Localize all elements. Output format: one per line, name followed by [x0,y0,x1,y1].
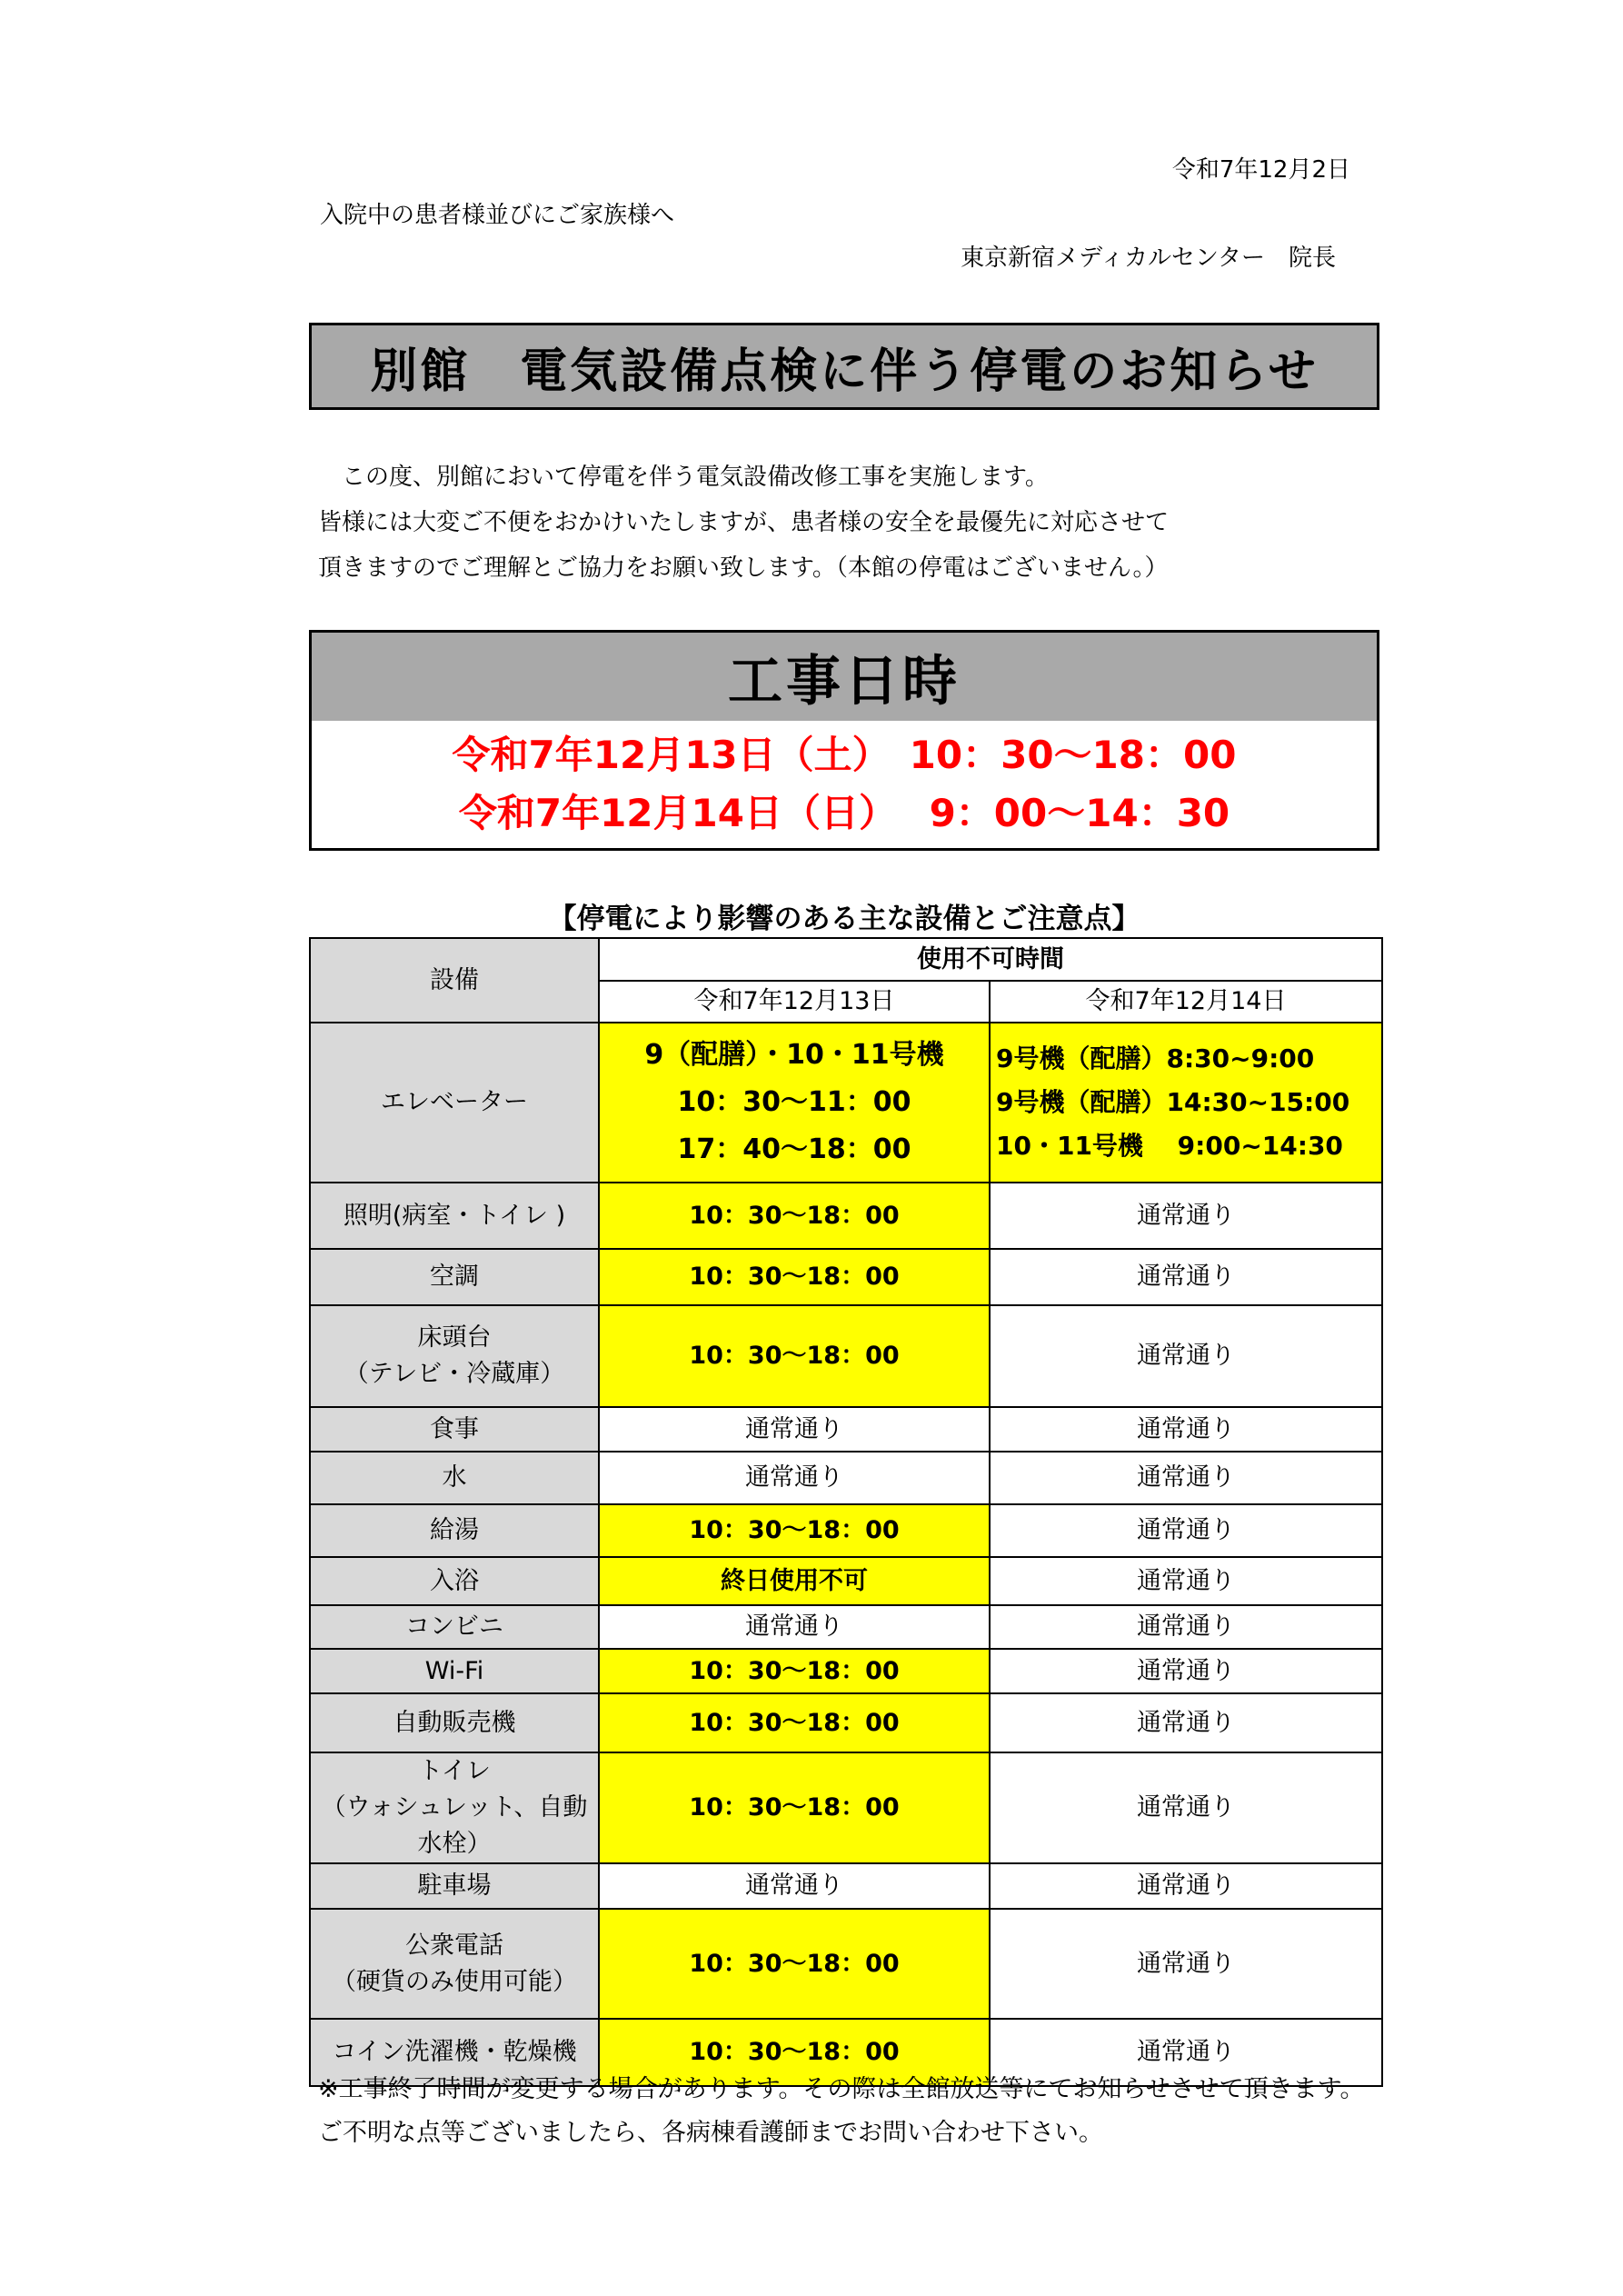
elevator-day2-line: 9号機（配膳）8:30~9:00 [996,1043,1315,1073]
equipment-label: 空調 [430,1263,479,1291]
elevator-day1-line: 9（配膳）・10・11号機 [644,1039,944,1071]
elevator-day2 [990,1023,1382,1183]
day1-status: 通常通り [599,1452,990,1504]
equipment-name [310,1452,599,1504]
elevator-day2-line: 10・11号機 9:00~14:30 [996,1131,1343,1161]
equipment-label: 公衆電話 [405,1931,503,1960]
day2-status: 通常通り [990,1863,1382,1909]
equipment-label: 給湯 [430,1516,479,1544]
equipment-sublabel: （硬貨のみ使用可能） [332,1967,577,1996]
day2-status: 通常通り [990,1605,1382,1649]
equipment-name [310,1693,599,1752]
day1-status: 通常通り [599,1407,990,1452]
addressee: 入院中の患者様並びにご家族様へ [320,202,675,229]
equipment-label: 駐車場 [417,1872,492,1900]
elevator-day2-line: 9号機（配膳）14:30~15:00 [996,1087,1350,1117]
day2-status: 通常通り [990,1752,1382,1863]
equipment-name [310,1305,599,1407]
day1-status: 10：30～18：00 [599,1693,990,1752]
day2-status: 通常通り [990,1305,1382,1407]
equipment-label: コイン洗濯機・乾燥機 [332,2038,577,2066]
equipment-name [310,1407,599,1452]
day1-status: 終日使用不可 [599,1557,990,1605]
day2-status: 通常通り [990,1909,1382,2019]
notice-date: 令和7年12月2日 [1171,156,1350,184]
table-row [310,1649,1382,1693]
equipment-label: 水 [442,1463,467,1492]
day1-status: 10：30～18：00 [599,1183,990,1249]
equipment-name [310,1504,599,1557]
table-row [310,1305,1382,1407]
equipment-label: Wi-Fi [424,1656,484,1685]
schedule-line: 令和7年12月14日（日） 9：00～14：30 [458,791,1230,835]
day2-status: 通常通り [990,1557,1382,1605]
equipment-label: 入浴 [430,1566,479,1595]
equipment-label: 照明(病室・トイレ ) [343,1201,566,1230]
intro-paragraph [318,454,1169,591]
table-row [310,1863,1382,1909]
day2-status: 通常通り [990,1452,1382,1504]
impact-table [309,937,1383,2087]
schedule-line: 令和7年12月13日（土） 10：30～18：00 [452,733,1237,777]
table-caption: 【停電により影響のある主な設備とご注意点】 [548,903,1140,935]
note-line: ご不明な点等ございましたら、各病棟看護師までお問い合わせ下さい。 [318,2119,1103,2147]
title-box [309,323,1379,410]
day2-status: 通常通り [990,1649,1382,1693]
day2-status: 通常通り [990,1183,1382,1249]
table-row [310,1452,1382,1504]
table-row [310,1504,1382,1557]
equipment-label: コンビニ [405,1612,503,1641]
equipment-sublabel: （ウォシュレット、自動水栓） [321,1793,588,1858]
schedule-heading: 工事日時 [312,633,1377,721]
day2-status: 通常通り [990,1693,1382,1752]
day2-status: 通常通り [990,2019,1382,2086]
table-row [310,1023,1382,1183]
page-title: 別館 電気設備点検に伴う停電のお知らせ [370,344,1319,399]
day1-status: 10：30～18：00 [599,2019,990,2086]
elevator-day1 [599,1023,990,1183]
equipment-name [310,1863,599,1909]
day2-status: 通常通り [990,1504,1382,1557]
note-line: ※工事終了時間が変更する場合があります。その際は全館放送等にてお知らせさせて頂きます。 [318,2075,1365,2103]
header-day2: 令和7年12月14日 [990,981,1382,1023]
day2-status: 通常通り [990,1249,1382,1305]
schedule-box [309,630,1379,851]
equipment-name [310,1649,599,1693]
schedule-lines [312,721,1377,843]
intro-line: 皆様には大変ご不便をおかけいたしますが、患者様の安全を最優先に対応させて [318,509,1170,536]
sender: 東京新宿メディカルセンター 院長 [961,245,1336,272]
header-day1: 令和7年12月13日 [599,981,990,1023]
equipment-name: エレベーター [310,1023,599,1183]
elevator-day1-line: 10：30～11：00 [677,1086,911,1118]
equipment-name [310,1752,599,1863]
equipment-name [310,1249,599,1305]
day1-status: 通常通り [599,1863,990,1909]
day1-status: 10：30～18：00 [599,1649,990,1693]
day1-status: 10：30～18：00 [599,1909,990,2019]
equipment-label: 自動販売機 [393,1708,516,1737]
day1-status: 10：30～18：00 [599,1752,990,1863]
equipment-name [310,1183,599,1249]
intro-line: この度、別館において停電を伴う電気設備改修工事を実施します。 [318,464,1049,491]
day1-status: 10：30～18：00 [599,1504,990,1557]
equipment-label: 床頭台 [417,1323,492,1352]
table-row [310,1693,1382,1752]
table-row [310,1183,1382,1249]
table-row [310,1557,1382,1605]
equipment-name [310,1909,599,2019]
equipment-label: 食事 [430,1414,479,1443]
table-row [310,1605,1382,1649]
table-row [310,1752,1382,1863]
header-unavailable: 使用不可時間 [599,938,1382,981]
elevator-day1-line: 17：40～18：00 [677,1133,911,1165]
table-row [310,1249,1382,1305]
day1-status: 通常通り [599,1605,990,1649]
header-equipment: 設備 [310,938,599,1023]
equipment-name [310,1557,599,1605]
day2-status: 通常通り [990,1407,1382,1452]
day1-status: 10：30～18：00 [599,1249,990,1305]
table-row [310,1407,1382,1452]
equipment-label: トイレ [418,1757,491,1785]
table-row [310,1909,1382,2019]
day1-status: 10：30～18：00 [599,1305,990,1407]
equipment-name [310,1605,599,1649]
equipment-sublabel: （テレビ・冷蔵庫） [344,1360,565,1388]
intro-line: 頂きますのでご理解とご協力をお願い致します。（本館の停電はございません。） [318,554,1169,582]
